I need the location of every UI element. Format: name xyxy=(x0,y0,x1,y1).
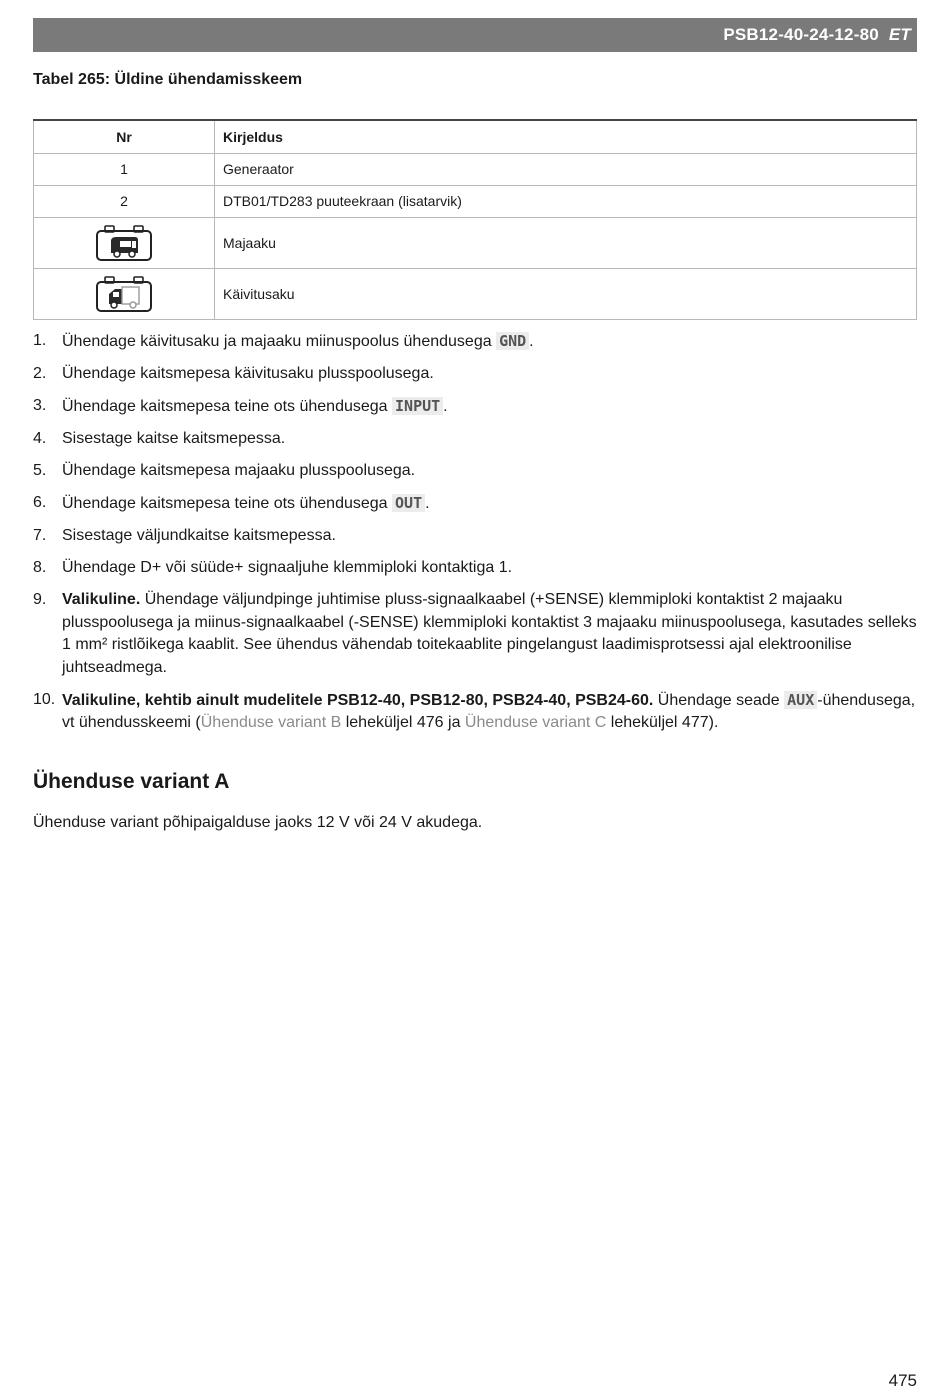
step-item xyxy=(33,492,917,516)
living-battery-icon xyxy=(95,223,153,263)
row-description: DTB01/TD283 puuteekraan (lisatarvik) xyxy=(215,185,917,217)
row-description: Majaaku xyxy=(215,217,917,268)
step-number: 5. xyxy=(33,462,47,479)
step-text: Ühendage kaitsmepesa teine ots ühendusega xyxy=(62,495,393,512)
step-text: Ühendage kaitsmepesa teine ots ühendusega xyxy=(62,398,393,415)
step-number: 1. xyxy=(33,332,47,349)
row-number: 1 xyxy=(34,153,215,185)
connector-label: GND xyxy=(496,332,529,350)
step-item xyxy=(33,589,917,679)
step-text: Ühendage käivitusaku ja majaaku miinuspoolus ühendusega xyxy=(62,333,497,350)
step-emphasis: Valikuline. xyxy=(62,591,141,608)
table-row xyxy=(34,217,917,268)
step-item xyxy=(33,525,917,548)
step-text: Ühendage kaitsmepesa majaaku plusspoolusega. xyxy=(62,462,416,479)
connector-label: AUX xyxy=(784,691,817,709)
step-text-end: . xyxy=(443,398,448,415)
step-text: Ühendage väljundpinge juhtimise pluss-signaalkaabel (+SENSE) klemmiploki kontaktist 2 majaaku plusspoolusega ja miinus-signaalkaabel (-SENSE) klemmiploki kontaktist 3 majaaku miinuspoolusega, kasutades selleks 1 mm² ristlõikega kaablit. See ühendus vähendab toitekaablite pingelangust laadimisprotsessi ajal elektroonilise juhtseadmega. xyxy=(62,591,917,676)
step-text-end: . xyxy=(529,333,534,350)
header-model: PSB12-40-24-12-80 xyxy=(723,25,879,44)
step-text: Ühendage D+ või süüde+ signaaljuhe klemmiploki kontaktiga 1. xyxy=(62,559,513,576)
step-item xyxy=(33,557,917,580)
step-item xyxy=(33,363,917,386)
page-number: 475 xyxy=(888,1371,917,1390)
step-text-end: . xyxy=(425,495,430,512)
step-number: 9. xyxy=(33,591,47,608)
connection-table xyxy=(33,119,917,320)
section-title: Ühenduse variant A xyxy=(33,770,230,793)
link-variant-b[interactable]: Ühenduse variant B xyxy=(200,714,342,731)
instruction-steps xyxy=(33,330,917,744)
step-number: 10. xyxy=(33,690,56,708)
connector-label: OUT xyxy=(392,494,425,512)
page-header xyxy=(33,18,917,52)
step-item xyxy=(33,428,917,451)
step-text: Sisestage väljundkaitse kaitsmepessa. xyxy=(62,527,336,544)
step-number: 6. xyxy=(33,494,47,511)
step-item xyxy=(33,330,917,354)
table-header-row xyxy=(34,120,917,153)
section-body: Ühenduse variant põhipaigalduse jaoks 12 V või 24 V akudega. xyxy=(33,814,483,831)
step-number: 2. xyxy=(33,365,47,382)
connector-label: INPUT xyxy=(392,397,443,415)
header-language: ET xyxy=(888,25,911,44)
step-text: -ühendusega, vt ühendusskeemi ( xyxy=(62,691,916,731)
table-row xyxy=(34,153,917,185)
step-item xyxy=(33,395,917,419)
table-caption: Tabel 265: Üldine ühendamisskeem xyxy=(33,71,303,88)
step-number: 7. xyxy=(33,527,47,544)
table-row xyxy=(34,185,917,217)
step-text: leheküljel 476 ja xyxy=(341,714,465,731)
row-description: Generaator xyxy=(215,153,917,185)
table-row xyxy=(34,268,917,319)
step-item xyxy=(33,689,917,735)
column-header-nr: Nr xyxy=(34,120,215,153)
step-number: 8. xyxy=(33,559,47,576)
step-number: 4. xyxy=(33,430,47,447)
starter-battery-icon xyxy=(95,274,153,314)
step-text: leheküljel 477). xyxy=(606,714,719,731)
step-text: Sisestage kaitse kaitsmepessa. xyxy=(62,430,286,447)
link-variant-c[interactable]: Ühenduse variant C xyxy=(464,714,607,731)
step-number: 3. xyxy=(33,397,47,414)
row-number: 2 xyxy=(34,185,215,217)
step-item xyxy=(33,460,917,483)
column-header-description: Kirjeldus xyxy=(215,120,917,153)
row-icon-cell xyxy=(34,217,215,268)
step-text: Ühendage kaitsmepesa käivitusaku plusspoolusega. xyxy=(62,365,434,382)
step-emphasis: Valikuline, kehtib ainult mudelitele PSB12-40, PSB12-80, PSB24-40, PSB24-60. xyxy=(62,691,654,709)
row-icon-cell xyxy=(34,268,215,319)
step-text: Ühendage seade xyxy=(653,691,785,709)
row-description: Käivitusaku xyxy=(215,268,917,319)
